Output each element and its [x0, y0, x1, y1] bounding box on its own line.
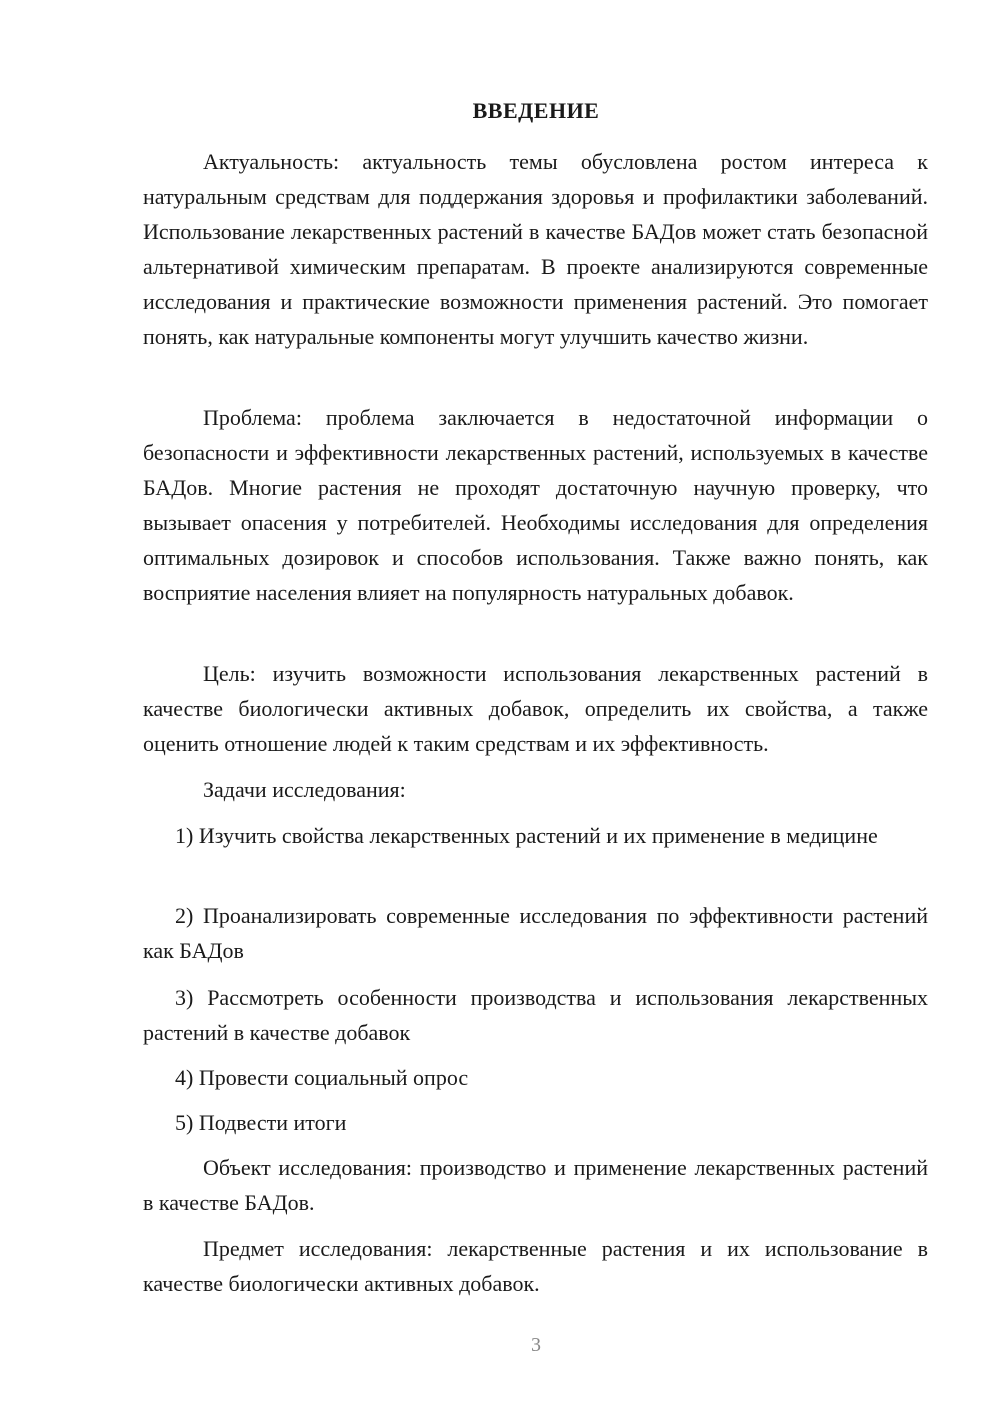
section-title: ВВЕДЕНИЕ	[472, 98, 600, 123]
paragraph-goal: Цель: изучить возможности использования лекарственных растений в качестве биологически активных добавок, определить их свойства, а также оценить отношение людей к таким средствам и их эффективность.	[143, 661, 928, 756]
paragraph-subject: Предмет исследования: лекарственные растения и их использование в качестве биологически активных добавок.	[143, 1236, 928, 1296]
task-item-1: 1) Изучить свойства лекарственных растений и их применение в медицине	[175, 823, 878, 848]
task-item-5: 5) Подвести итоги	[175, 1110, 347, 1135]
task-item-4: 4) Провести социальный опрос	[175, 1065, 469, 1090]
paragraph-problem: Проблема: проблема заключается в недостаточной информации о безопасности и эффективности лекарственных растений, используемых в качестве БАДов. Многие растения не проходят достаточную научную проверку, что вызывает опасения у потребителей. Необходимы исследования для определения оптимальных дозировок и способов использования. Также важно понять, как восприятие населения влияет на популярность натуральных добавок.	[143, 405, 928, 605]
page-number: 3	[531, 1334, 541, 1356]
paragraph-object: Объект исследования: производство и применение лекарственных растений в качестве БАДов.	[143, 1155, 928, 1215]
paragraph-tasks-heading: Задачи исследования:	[203, 777, 406, 802]
task-item-2: 2) Проанализировать современные исследования по эффективности растений как БАДов	[143, 903, 928, 963]
task-item-3: 3) Рассмотреть особенности производства и использования лекарственных растений в качестве добавок	[143, 985, 928, 1045]
paragraph-relevance: Актуальность: актуальность темы обусловлена ростом интереса к натуральным средствам для поддержания здоровья и профилактики заболеваний. Использование лекарственных растений в качестве БАДов может стать безопасной альтернативой химическим препаратам. В проекте анализируются современные исследования и практические возможности применения растений. Это помогает понять, как натуральные компоненты могут улучшить качество жизни.	[143, 149, 928, 349]
